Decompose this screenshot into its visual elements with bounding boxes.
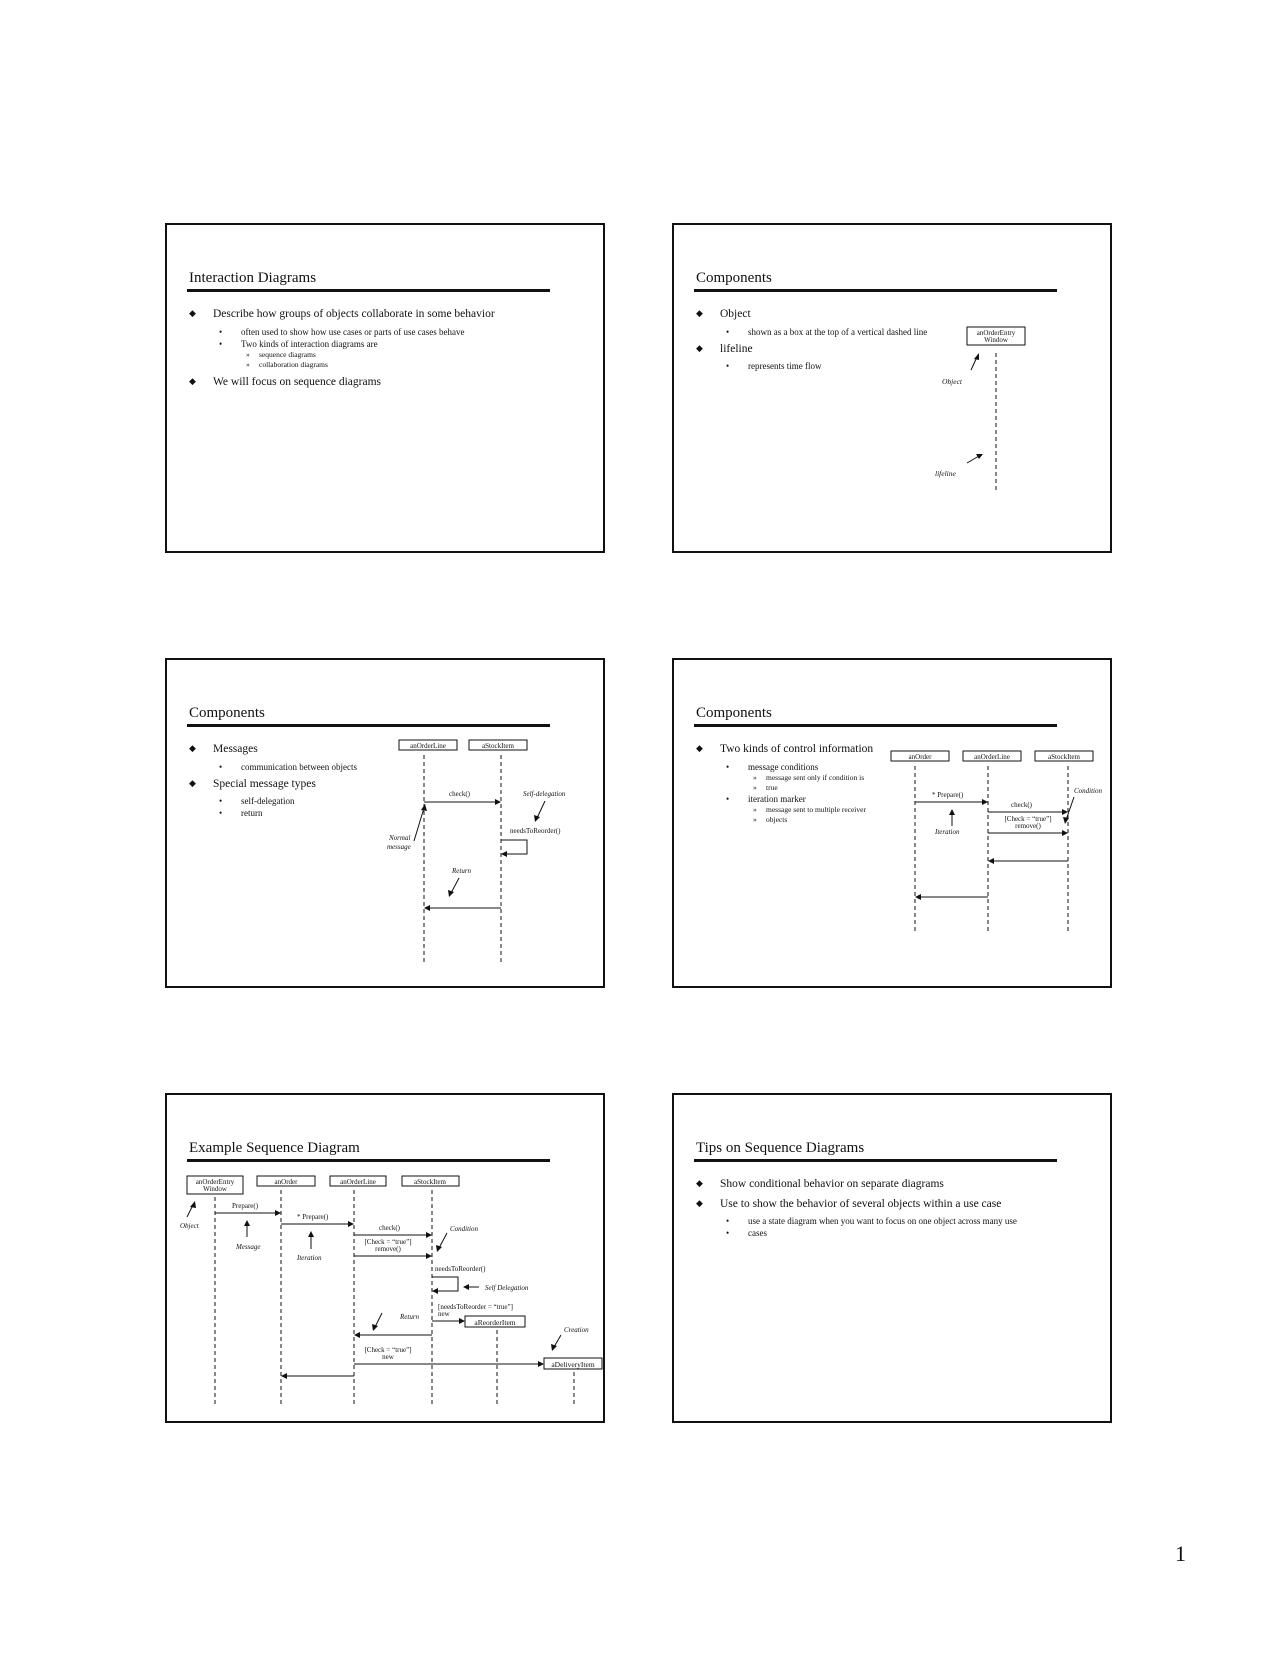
condition-label: new bbox=[438, 1310, 450, 1318]
slide-title: Interaction Diagrams bbox=[189, 270, 317, 286]
arrow-head bbox=[495, 799, 501, 805]
bullet: ◆ Object bbox=[696, 307, 927, 323]
arrow-head bbox=[426, 1232, 432, 1238]
slide-components-messages bbox=[165, 658, 605, 988]
return-caption: Return bbox=[400, 1313, 420, 1321]
bullet: ◆ Two kinds of control information bbox=[696, 742, 873, 758]
arrow-head bbox=[244, 1220, 250, 1226]
message-label-star-prepare: * Prepare() bbox=[297, 1213, 329, 1221]
sub-bullet: • represents time flow bbox=[696, 360, 927, 372]
sub-bullet-continued bbox=[696, 1227, 1017, 1239]
self-delegation-arrow bbox=[432, 1277, 458, 1291]
arrow-head bbox=[982, 799, 988, 805]
bullet: ◆ Messages bbox=[189, 742, 357, 758]
condition-label: [Check = “true”] bbox=[1004, 815, 1052, 823]
self-delegation-caption: Self Delegation bbox=[485, 1284, 529, 1292]
arrow-head bbox=[281, 1373, 287, 1379]
bullet: ◆ Describe how groups of objects collaborate in some behavior bbox=[189, 307, 495, 323]
arrow-head bbox=[949, 809, 955, 815]
message-label-prepare: * Prepare() bbox=[932, 791, 964, 799]
lifeline-pointer-arrow bbox=[967, 456, 979, 463]
arrow-head bbox=[551, 1344, 557, 1351]
object-box-label: aStockItem bbox=[1048, 753, 1080, 761]
creation-caption: Creation bbox=[564, 1326, 589, 1334]
slide-components-object bbox=[672, 223, 1112, 553]
object-box-label: anOrderLine bbox=[410, 742, 446, 750]
object-caption: Object bbox=[180, 1222, 199, 1230]
arrow-head bbox=[436, 1245, 442, 1252]
bullet: ◆ Use to show the behavior of several objects within a use case bbox=[696, 1197, 1017, 1213]
arrow-head bbox=[988, 858, 994, 864]
arrow-head bbox=[534, 815, 540, 822]
sub-sub-bullet: » message sent only if condition is bbox=[696, 773, 873, 783]
arrow-head bbox=[432, 1288, 438, 1294]
slide-title: Components bbox=[696, 705, 772, 721]
arrow-head bbox=[372, 1324, 378, 1331]
object-box-label: anOrder bbox=[274, 1178, 298, 1186]
sub-sub-bullet: » message sent to multiple receiver bbox=[696, 805, 873, 815]
iteration-caption: Iteration bbox=[297, 1254, 322, 1262]
sub-bullet: • communication between objects bbox=[189, 761, 357, 773]
object-box-label: anOrderLine bbox=[974, 753, 1010, 761]
arrow-head bbox=[538, 1361, 544, 1367]
message-label-check: check() bbox=[449, 790, 470, 798]
title-rule bbox=[694, 1159, 1057, 1162]
message-caption: Message bbox=[236, 1243, 261, 1251]
object-box-label: aDeliveryItem bbox=[551, 1360, 595, 1369]
condition-label: remove() bbox=[375, 1245, 401, 1253]
normal-message-caption: Normal bbox=[389, 834, 411, 842]
lifeline-caption: lifeline bbox=[935, 469, 956, 478]
message-label-check: check() bbox=[1011, 801, 1032, 809]
bullet-list bbox=[696, 1177, 1017, 1239]
arrow-head bbox=[1062, 809, 1068, 815]
normal-message-pointer bbox=[414, 808, 424, 841]
return-pointer bbox=[451, 878, 459, 893]
object-box-label: anOrderEntry bbox=[976, 329, 1016, 337]
condition-label: [Check = “true”] bbox=[364, 1238, 412, 1246]
slide-tips-sequence-diagrams bbox=[672, 1093, 1112, 1423]
sub-bullet: • message conditions bbox=[696, 761, 873, 773]
continued-text: » true bbox=[766, 782, 778, 792]
object-lifeline-diagram bbox=[674, 225, 1114, 555]
condition-label: [needsToReorder = “true”] bbox=[438, 1303, 513, 1311]
page-number: 1 bbox=[1175, 1541, 1186, 1566]
example-sequence-diagram bbox=[167, 1095, 607, 1425]
object-box-label: anOrderEntry bbox=[195, 1178, 235, 1186]
slide-components-control bbox=[672, 658, 1112, 988]
sub-sub-bullet: » sequence diagrams bbox=[189, 350, 495, 360]
self-delegation-pointer bbox=[537, 801, 545, 818]
control-info-diagram bbox=[674, 660, 1114, 990]
object-caption: Object bbox=[942, 377, 962, 386]
sub-bullet: • shown as a box at the top of a vertical dashed line bbox=[696, 326, 927, 338]
bullet: ◆ Show conditional behavior on separate diagrams bbox=[696, 1177, 1017, 1193]
slide-example-sequence-diagram bbox=[165, 1093, 605, 1423]
slide-title: Tips on Sequence Diagrams bbox=[696, 1140, 865, 1156]
arrow-head bbox=[915, 894, 921, 900]
condition-label: [Check = “true”] bbox=[364, 1346, 412, 1354]
bullet: ◆ We will focus on sequence diagrams bbox=[189, 375, 495, 391]
arrow-head bbox=[190, 1201, 196, 1208]
sub-bullet: • often used to show how use cases or parts of use cases behave bbox=[189, 326, 495, 338]
sub-bullet: • use a state diagram when you want to focus on one object across many use bbox=[696, 1215, 1017, 1227]
condition-caption: Condition bbox=[450, 1225, 479, 1233]
sub-bullet: • self-delegation bbox=[189, 795, 357, 807]
bullet-list bbox=[189, 307, 495, 394]
arrow-head bbox=[463, 1284, 469, 1290]
arrow-head bbox=[354, 1332, 360, 1338]
arrow-head bbox=[501, 851, 507, 857]
arrow-head bbox=[275, 1210, 281, 1216]
condition-label: remove() bbox=[1015, 822, 1041, 830]
arrow-head bbox=[448, 890, 454, 897]
object-box-label: aStockItem bbox=[414, 1178, 446, 1186]
condition-label: new bbox=[382, 1353, 394, 1361]
bullet: ◆ lifeline bbox=[696, 342, 927, 358]
slide-title: Components bbox=[189, 705, 265, 721]
message-label-check: check() bbox=[379, 1224, 400, 1232]
return-pointer bbox=[375, 1313, 382, 1327]
sub-bullet: • Two kinds of interaction diagrams are bbox=[189, 338, 495, 350]
continued-text: » objects bbox=[766, 815, 788, 825]
iteration-caption: Iteration bbox=[935, 828, 960, 836]
self-delegation-caption: Self-delegation bbox=[523, 790, 566, 798]
object-box-label: anOrderLine bbox=[340, 1178, 376, 1186]
object-box-label: anOrder bbox=[908, 753, 932, 761]
arrow-head bbox=[348, 1221, 354, 1227]
sub-bullet: • iteration marker bbox=[696, 793, 873, 805]
slide-interaction-diagrams bbox=[165, 223, 605, 553]
continued-text: • cases bbox=[748, 1228, 767, 1239]
arrow-head bbox=[424, 905, 430, 911]
condition-caption: Condition bbox=[1074, 787, 1103, 795]
condition-pointer bbox=[439, 1233, 447, 1248]
slide-title: Components bbox=[696, 270, 772, 286]
sub-sub-bullet: » collaboration diagrams bbox=[189, 360, 495, 370]
object-box-label: Window bbox=[984, 336, 1008, 344]
object-box-label: aStockItem bbox=[482, 742, 514, 750]
message-label-prepare: Prepare() bbox=[232, 1202, 259, 1210]
arrow-head bbox=[1062, 830, 1068, 836]
creation-pointer bbox=[554, 1335, 561, 1347]
message-label-needstoreorder: needsToReorder() bbox=[510, 827, 561, 835]
sub-bullet: • return bbox=[189, 807, 357, 819]
arrow-head bbox=[976, 454, 983, 459]
arrow-head bbox=[308, 1231, 314, 1237]
object-box-label: aReorderItem bbox=[474, 1318, 516, 1327]
return-caption: Return bbox=[452, 867, 472, 875]
title-rule bbox=[187, 289, 550, 292]
message-label-needstoreorder: needsToReorder() bbox=[435, 1265, 486, 1273]
arrow-head bbox=[459, 1318, 465, 1324]
self-delegation-arrow bbox=[501, 840, 527, 854]
object-box-label: Window bbox=[203, 1185, 227, 1193]
bullet: ◆ Special message types bbox=[189, 777, 357, 793]
normal-message-caption: message bbox=[387, 843, 411, 851]
slide-title: Example Sequence Diagram bbox=[189, 1140, 360, 1156]
arrow-head bbox=[426, 1253, 432, 1259]
arrow-head bbox=[974, 353, 979, 360]
messages-diagram bbox=[167, 660, 607, 990]
condition-pointer bbox=[1066, 797, 1074, 820]
